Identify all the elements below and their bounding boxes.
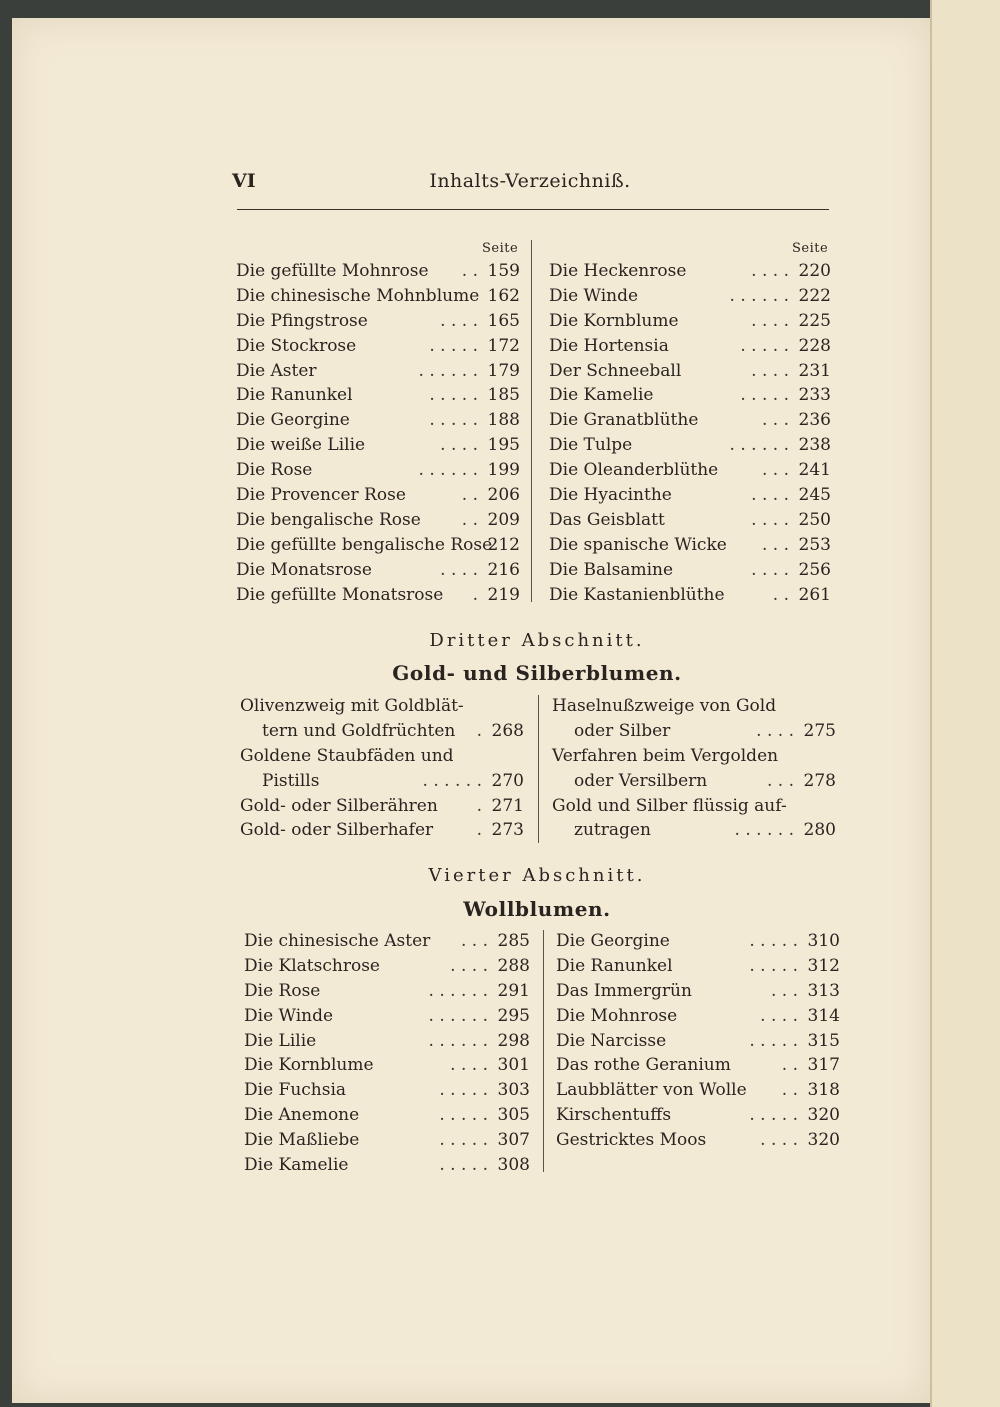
toc-leader-dots: . . <box>781 1080 798 1101</box>
toc-entry <box>549 483 831 508</box>
toc-entry <box>236 259 520 284</box>
toc-entry-title: Die Tulpe <box>549 435 633 456</box>
toc-entry <box>236 433 520 458</box>
toc-entry <box>240 694 524 719</box>
toc-page-number: 285 <box>497 931 530 951</box>
toc-page-number: 305 <box>497 1105 530 1126</box>
section-title-gold: Gold- und Silberblumen. <box>392 661 682 685</box>
column-divider <box>531 240 532 602</box>
toc-entry <box>244 1029 530 1054</box>
toc-entry <box>236 483 520 508</box>
toc-entry <box>236 558 520 583</box>
toc-leader-dots: . . <box>781 1055 798 1076</box>
toc-page-number: 303 <box>497 1080 530 1101</box>
toc-entry-title: Verfahren beim Vergolden <box>552 745 779 766</box>
toc-entry <box>244 1004 530 1029</box>
toc-entry <box>549 334 831 359</box>
toc-leader-dots: . . . . . <box>740 335 789 356</box>
toc-page-number: 195 <box>487 435 520 456</box>
toc-entry-title: Die Kamelie <box>549 385 654 406</box>
toc-leader-dots: . . . . . . <box>729 435 789 456</box>
section-title-woll: Wollblumen. <box>463 897 611 921</box>
toc-entry <box>244 1103 530 1128</box>
toc-entry <box>236 309 520 334</box>
toc-page-number: 236 <box>798 410 831 431</box>
toc-page-number: 256 <box>798 559 831 580</box>
toc-page-number: 220 <box>798 261 831 281</box>
toc-leader-dots: . . . . . . <box>418 460 478 481</box>
toc-leader-dots: . . . <box>761 460 789 481</box>
toc-page-number: 318 <box>807 1080 840 1101</box>
toc-page-number: 314 <box>807 1005 840 1026</box>
toc-leader-dots: . . . . <box>751 559 789 580</box>
toc-page-number: 238 <box>798 435 831 456</box>
toc-leader-dots: . <box>472 584 478 605</box>
toc-page-number: 159 <box>487 261 520 281</box>
toc-leader-dots: . . . . . . <box>418 360 478 381</box>
toc-page-number: 268 <box>491 720 524 741</box>
toc-entry <box>552 769 836 794</box>
toc-leader-dots: . . <box>461 261 478 281</box>
toc-entry-title: Das Immergrün <box>556 980 692 1001</box>
toc-entry-title: Gold und Silber flüssig auf- <box>552 795 787 816</box>
toc-entry <box>240 744 524 769</box>
toc-column-s3-right <box>556 929 840 1153</box>
toc-leader-dots: . . . . <box>751 310 789 331</box>
toc-page-number: 172 <box>487 335 520 356</box>
toc-entry-title: Die Anemone <box>244 1105 360 1126</box>
toc-entry <box>556 1128 840 1153</box>
toc-entry <box>556 929 840 954</box>
toc-leader-dots: . . . . . <box>429 335 478 356</box>
toc-entry-title: Gold- oder Silberhafer <box>240 820 434 841</box>
toc-leader-dots: . . . . <box>760 1005 798 1026</box>
toc-entry-title: Die Winde <box>549 285 639 306</box>
toc-leader-dots: . . . . <box>760 1130 798 1151</box>
toc-page-number: 313 <box>807 980 840 1001</box>
toc-entry <box>549 284 831 309</box>
toc-entry <box>549 433 831 458</box>
toc-leader-dots: . . <box>772 584 789 605</box>
toc-leader-dots: . . . . <box>440 310 478 331</box>
toc-entry-title: Die Balsamine <box>549 559 674 580</box>
toc-page-number: 188 <box>487 410 520 431</box>
toc-leader-dots: . . . <box>460 931 488 951</box>
toc-page-number: 301 <box>497 1055 530 1076</box>
toc-leader-dots: . . . <box>761 410 789 431</box>
toc-page-number: 253 <box>798 534 831 555</box>
toc-entry <box>236 383 520 408</box>
toc-page-number: 241 <box>798 460 831 481</box>
toc-page-number: 317 <box>807 1055 840 1076</box>
toc-column-s2-right <box>552 694 836 843</box>
toc-page-number: 185 <box>487 385 520 406</box>
toc-leader-dots: . . . <box>770 980 798 1001</box>
toc-entry <box>549 309 831 334</box>
toc-column-s3-left <box>244 929 530 1178</box>
toc-entry-title: Das Geisblatt <box>549 509 665 530</box>
toc-page-number: 162 <box>487 285 520 306</box>
toc-entry-title: Die Kornblume <box>244 1055 374 1076</box>
seite-label-right: Seite <box>792 241 829 256</box>
toc-leader-dots: . . . . . <box>439 1130 488 1151</box>
toc-entry <box>236 284 520 309</box>
toc-entry <box>549 458 831 483</box>
toc-entry <box>244 1128 530 1153</box>
toc-page-number: 219 <box>487 584 520 605</box>
toc-page-number: 288 <box>497 955 530 976</box>
toc-entry <box>549 359 831 384</box>
toc-page-number: 278 <box>803 770 836 791</box>
toc-leader-dots: . . . . . <box>439 1155 488 1176</box>
toc-entry-title: Das rothe Geranium <box>556 1055 731 1076</box>
toc-leader-dots: . . . . <box>751 261 789 281</box>
toc-leader-dots: . . . . . <box>749 1105 798 1126</box>
toc-entry-title: Die chinesische Mohnblume <box>236 285 480 306</box>
toc-leader-dots: . . . . <box>450 1055 488 1076</box>
toc-leader-dots: . . . . . . <box>428 980 488 1001</box>
toc-entry <box>244 1153 530 1178</box>
toc-leader-dots: . . . <box>766 770 794 791</box>
toc-entry <box>549 259 831 284</box>
section-heading-dritter: Dritter Abschnitt. <box>429 630 645 651</box>
toc-leader-dots: . . . . . <box>749 1030 798 1051</box>
toc-entry-title: Die Maßliebe <box>244 1130 360 1151</box>
toc-leader-dots: . . . . <box>756 720 794 741</box>
toc-leader-dots: . . . . . . <box>734 820 794 841</box>
toc-entry-title: Die Ranunkel <box>556 955 673 976</box>
toc-entry-title: Die Pfingstrose <box>236 310 368 331</box>
toc-page-number: 206 <box>487 485 520 506</box>
header-rule <box>237 209 829 210</box>
toc-page-number: 312 <box>807 955 840 976</box>
toc-page-number: 270 <box>491 770 524 791</box>
toc-entry-title: oder Silber <box>574 720 671 741</box>
toc-entry <box>244 979 530 1004</box>
toc-entry-title: Die bengalische Rose <box>236 509 421 530</box>
toc-entry <box>244 1053 530 1078</box>
toc-entry <box>552 694 836 719</box>
toc-entry <box>552 744 836 769</box>
toc-leader-dots: . . . . <box>450 955 488 976</box>
toc-entry-title: Die weiße Lilie <box>236 435 366 456</box>
toc-entry <box>556 1004 840 1029</box>
toc-page-number: 245 <box>798 485 831 506</box>
toc-leader-dots: . . . . <box>751 360 789 381</box>
toc-page-number: 199 <box>487 460 520 481</box>
toc-entry <box>549 533 831 558</box>
toc-entry-title: Die Lilie <box>244 1030 317 1051</box>
toc-column-s2-left <box>240 694 524 843</box>
toc-entry-title: Die Kamelie <box>244 1155 349 1176</box>
toc-page-number: 261 <box>798 584 831 605</box>
toc-page-number: 228 <box>798 335 831 356</box>
toc-leader-dots: . . . . <box>751 485 789 506</box>
toc-page-number: 231 <box>798 360 831 381</box>
toc-leader-dots: . . . . <box>751 509 789 530</box>
toc-leader-dots: . . . . . <box>429 385 478 406</box>
toc-leader-dots: . . . . . <box>749 931 798 951</box>
toc-leader-dots: . . . . . <box>429 410 478 431</box>
toc-entry-title: Pistills <box>262 770 320 791</box>
toc-entry <box>236 359 520 384</box>
toc-leader-dots: . . . . <box>440 559 478 580</box>
toc-entry <box>556 979 840 1004</box>
toc-entry-title: Die Georgine <box>236 410 350 431</box>
toc-entry-title: Die Rose <box>236 460 313 481</box>
column-divider <box>538 695 539 843</box>
toc-page-number: 271 <box>491 795 524 816</box>
toc-entry <box>549 408 831 433</box>
toc-page-number: 310 <box>807 931 840 951</box>
toc-entry-title: Gestricktes Moos <box>556 1130 707 1151</box>
toc-leader-dots: . <box>476 820 482 841</box>
toc-page-number: 250 <box>798 509 831 530</box>
toc-page-number: 291 <box>497 980 530 1001</box>
toc-entry-title: oder Versilbern <box>574 770 708 791</box>
toc-entry-title: Die Hyacinthe <box>549 485 672 506</box>
seite-label-left: Seite <box>482 241 519 256</box>
toc-entry-title: Die Rose <box>244 980 321 1001</box>
toc-entry-title: Olivenzweig mit Goldblät- <box>240 696 464 716</box>
toc-entry <box>236 508 520 533</box>
toc-page-number: 320 <box>807 1130 840 1151</box>
toc-entry <box>549 508 831 533</box>
toc-entry-title: Haselnußzweige von Gold <box>552 696 777 716</box>
toc-entry <box>244 929 530 954</box>
toc-entry-title: Die Heckenrose <box>549 261 687 281</box>
toc-page-number: 295 <box>497 1005 530 1026</box>
toc-entry-title: Die Aster <box>236 360 317 381</box>
toc-leader-dots: . . <box>461 509 478 530</box>
toc-leader-dots: . . <box>461 485 478 506</box>
toc-entry-title: Die Mohnrose <box>556 1005 678 1026</box>
toc-entry <box>552 818 836 843</box>
toc-entry-title: Der Schneeball <box>549 360 682 381</box>
toc-entry <box>240 818 524 843</box>
toc-column-s1-right <box>549 259 831 607</box>
toc-page-number: 225 <box>798 310 831 331</box>
toc-entry <box>244 1078 530 1103</box>
toc-entry-title: Die Oleanderblüthe <box>549 460 719 481</box>
toc-entry-title: Die Winde <box>244 1005 334 1026</box>
toc-entry-title: Die Stockrose <box>236 335 357 356</box>
toc-entry-title: Gold- oder Silberähren <box>240 795 438 816</box>
toc-entry-title: Die spanische Wicke <box>549 534 727 555</box>
toc-leader-dots: . . . . . . <box>428 1030 488 1051</box>
toc-leader-dots: . . . . . . <box>729 285 789 306</box>
toc-page-number: 275 <box>803 720 836 741</box>
toc-page-number: 307 <box>497 1130 530 1151</box>
toc-page-number: 212 <box>487 534 520 555</box>
toc-entry <box>549 383 831 408</box>
toc-page-number: 216 <box>487 559 520 580</box>
toc-entry <box>556 1053 840 1078</box>
toc-entry <box>556 954 840 979</box>
column-divider <box>543 930 544 1172</box>
toc-entry <box>556 1103 840 1128</box>
toc-entry-title: Goldene Staubfäden und <box>240 745 454 766</box>
toc-page-number: 233 <box>798 385 831 406</box>
toc-leader-dots: . . . . . . <box>428 1005 488 1026</box>
toc-entry <box>244 954 530 979</box>
toc-entry <box>236 533 520 558</box>
toc-page-number: 179 <box>487 360 520 381</box>
toc-page-number: 165 <box>487 310 520 331</box>
toc-entry <box>236 583 520 608</box>
toc-leader-dots: . . . . . <box>439 1080 488 1101</box>
toc-entry-title: Die Hortensia <box>549 335 669 356</box>
toc-leader-dots: . <box>476 720 482 741</box>
toc-entry-title: Die Granatblüthe <box>549 410 699 431</box>
toc-column-s1-left <box>236 259 520 607</box>
toc-leader-dots: . <box>476 795 482 816</box>
toc-entry <box>236 334 520 359</box>
toc-entry-title: Die gefüllte Mohnrose <box>236 261 429 281</box>
toc-entry-title: Die Fuchsia <box>244 1080 347 1101</box>
toc-entry-title: Die Kastanienblüthe <box>549 584 725 605</box>
toc-entry <box>549 558 831 583</box>
toc-entry-title: tern und Goldfrüchten <box>262 720 456 741</box>
toc-entry <box>552 719 836 744</box>
toc-entry <box>240 719 524 744</box>
toc-leader-dots: . . . . <box>440 435 478 456</box>
toc-entry-title: zutragen <box>574 820 651 841</box>
toc-entry-title: Die chinesische Aster <box>244 931 431 951</box>
toc-entry <box>549 583 831 608</box>
toc-entry-title: Die Narcisse <box>556 1030 667 1051</box>
toc-entry <box>240 794 524 819</box>
toc-entry <box>556 1078 840 1103</box>
toc-entry <box>236 408 520 433</box>
toc-page-number: 315 <box>807 1030 840 1051</box>
toc-leader-dots: . . . <box>761 534 789 555</box>
toc-page-number: 298 <box>497 1030 530 1051</box>
toc-leader-dots: . . . . . <box>740 385 789 406</box>
page-title: Inhalts-Verzeichniß. <box>429 170 631 192</box>
facing-page-edge <box>930 0 1000 1407</box>
toc-entry <box>236 458 520 483</box>
toc-page-number: 222 <box>798 285 831 306</box>
toc-entry-title: Die Klatschrose <box>244 955 380 976</box>
toc-page-number: 280 <box>803 820 836 841</box>
section-heading-vierter: Vierter Abschnitt. <box>428 865 646 886</box>
toc-page-number: 273 <box>491 820 524 841</box>
toc-leader-dots: . . . . . . <box>422 770 482 791</box>
toc-entry <box>556 1029 840 1054</box>
toc-entry <box>240 769 524 794</box>
toc-entry-title: Die gefüllte bengalische Rose <box>236 534 493 555</box>
toc-entry-title: Die Ranunkel <box>236 385 353 406</box>
toc-page-number: 209 <box>487 509 520 530</box>
toc-entry-title: Die Kornblume <box>549 310 679 331</box>
page-header <box>232 170 828 200</box>
toc-leader-dots: . . . . . <box>749 955 798 976</box>
toc-page-number: 320 <box>807 1105 840 1126</box>
toc-entry-title: Die Georgine <box>556 931 670 951</box>
toc-leader-dots: . . . . . <box>439 1105 488 1126</box>
toc-entry-title: Kirschentuffs <box>556 1105 672 1126</box>
toc-entry <box>552 794 836 819</box>
toc-page-number: 308 <box>497 1155 530 1176</box>
toc-entry-title: Die Provencer Rose <box>236 485 406 506</box>
toc-entry-title: Die Monatsrose <box>236 559 372 580</box>
toc-entry-title: Laubblätter von Wolle <box>556 1080 747 1101</box>
page-numeral: VI <box>232 170 256 192</box>
toc-entry-title: Die gefüllte Monatsrose <box>236 584 444 605</box>
